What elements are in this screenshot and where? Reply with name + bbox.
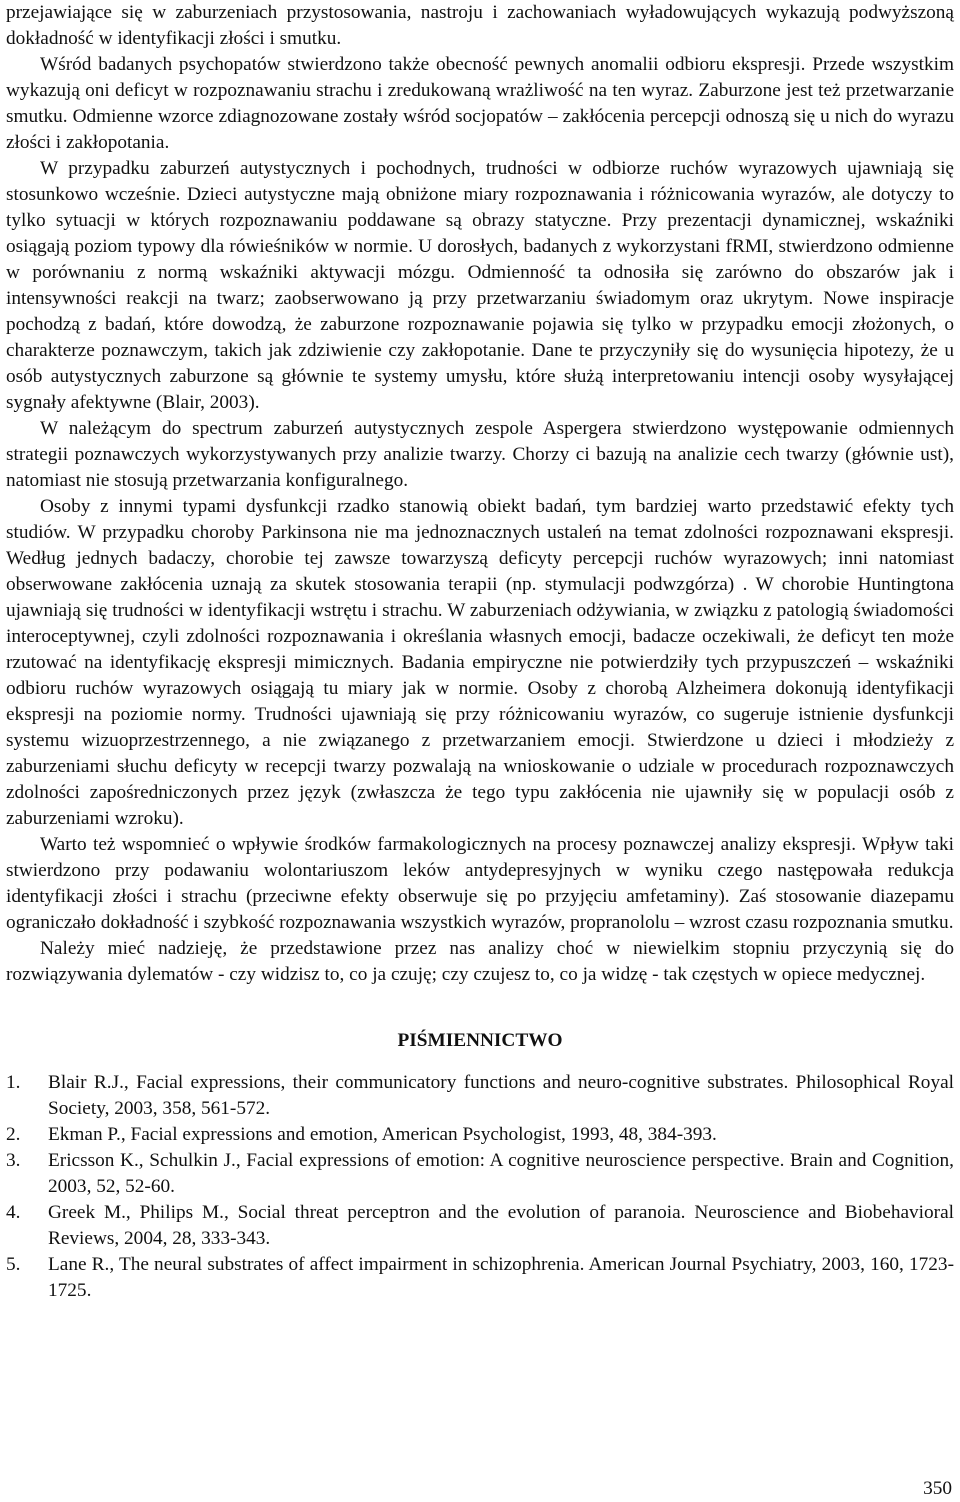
body-paragraph: przejawiające się w zaburzeniach przystosowania, nastroju i zachowaniach wyładowujących wykazują podwyższoną dokładność w identyfikacji złości i smutku. [6,2,954,49]
reference-number: 1. [6,1072,21,1093]
body-paragraph: Wśród badanych psychopatów stwierdzono także obecność pewnych anomalii odbioru ekspresji. Przede wszystkim wykazują oni deficyt w rozpoznawaniu strachu i zredukowaną wrażliwość na ten wyraz. Zaburzone jest też przetwarzanie smutku. Odmienne wzorce zdiagnozowane zostały wśród socjopatów – zakłócenia percepcji odnoszą się u nich do wyrazu złości i zakłopotania. [6,54,954,153]
document-page [6,0,954,1304]
reference-item [6,1252,954,1304]
body-paragraph: W przypadku zaburzeń autystycznych i pochodnych, trudności w odbiorze ruchów wyrazowych ujawniają się stosunkowo wcześnie. Dzieci autystyczne mają obniżone miary rozpoznawania i różnicowania wyrazów, ale dotyczy to tylko sytuacji w których rozpoznawaniu poddawane są obrazy statyczne. Przy prezentacji dynamicznej, wskaźniki osiągają poziom typowy dla rówieśników w normie. U dorosłych, badanych z wykorzystani fRMI, stwierdzono odmienne w porównaniu z normą wskaźniki aktywacji mózgu. Odmienność ta odnosiła się zarówno do obszarów jak i intensywności reakcji na twarz; zaobserwowano ją przy przetwarzaniu świadomym oraz ukrytym. Nowe inspiracje pochodzą z badań, które dowodzą, że zaburzone rozpoznawanie pojawia się tylko w przypadku emocji złożonych, o charakterze poznawczym, takich jak zdziwienie czy zakłopotanie. Dane te przyczyniły się do wysunięcia hipotezy, że u osób autystycznych zaburzone są głównie te systemy umysłu, które służą interpretowaniu intencji osoby wysyłającej sygnały afektywne (Blair, 2003). [6,158,954,413]
references-heading: PIŚMIENNICTWO [397,1030,563,1051]
reference-item [6,1122,954,1148]
reference-text: Ekman P., Facial expressions and emotion, American Psychologist, 1993, 48, 384-393. [48,1124,717,1145]
reference-item [6,1200,954,1252]
reference-item [6,1070,954,1122]
reference-text: Greek M., Philips M., Social threat perceptron and the evolution of paranoia. Neuroscience and Biobehavioral Reviews, 2004, 28, 333-343. [48,1202,954,1249]
reference-item [6,1148,954,1200]
references-list [6,1070,954,1304]
reference-number: 3. [6,1150,21,1171]
body-paragraph: Osoby z innymi typami dysfunkcji rzadko stanowią obiekt badań, tym bardziej warto przedstawić efekty tych studiów. W przypadku choroby Parkinsona nie ma jednoznacznych ustaleń na temat zdolności rozpoznawani ekspresji. Według jednych badaczy, chorobie tej zawsze towarzyszą deficyty percepcji ruchów wyrazowych; inni natomiast obserwowane zakłócenia uznają za skutek stosowania terapii (np. stymulacji podwzgórza) . W chorobie Huntingtona ujawniają się trudności w identyfikacji wstrętu i strachu. W zaburzeniach odżywiania, w związku z patologią świadomości interoceptywnej, czyli zdolności rozpoznawania i określania własnych emocji, badacze oczekiwali, że deficyt ten może rzutować na identyfikację ekspresji mimicznych. Badania empiryczne nie potwierdziły tych przypuszczeń – wskaźniki odbioru ruchów wyrazowych osiągają tu miary jak w normie. Osoby z chorobą Alzheimera dokonują identyfikacji ekspresji na poziomie normy. Trudności ujawniają się przy różnicowaniu wyrazów, co sugeruje istnienie dysfunkcji systemu wizuoprzestrzennego, a nie związanego z przetwarzaniem emocji. Stwierdzone u dzieci i młodzieży z zaburzeniami słuchu deficyty w recepcji twarzy pozwalają na wnioskowanie o udziale w procedurach rozpoznawczych zdolności zapośredniczonych przez język (zwłaszcza że tego typu zakłócenia nie ujawniły się w populacji osób z zaburzeniami wzroku). [6,496,954,829]
page-number: 350 [923,1478,952,1499]
body-paragraph: W należącym do spectrum zaburzeń autystycznych zespole Aspergera stwierdzono występowanie odmiennych strategii poznawczych wykorzystywanych przy analizie twarzy. Chorzy ci bazują na analizie cech twarzy (głównie ust), natomiast nie stosują przetwarzania konfiguralnego. [6,418,954,491]
reference-text: Lane R., The neural substrates of affect impairment in schizophrenia. American Journal Psychiatry, 2003, 160, 1723-1725. [48,1254,954,1301]
reference-text: Ericsson K., Schulkin J., Facial expressions of emotion: A cognitive neuroscience perspective. Brain and Cognition, 2003, 52, 52-60. [48,1150,954,1197]
reference-number: 2. [6,1124,21,1145]
reference-number: 4. [6,1202,21,1223]
reference-text: Blair R.J., Facial expressions, their communicatory functions and neuro-cognitive substrates. Philosophical Royal Society, 2003, 358, 561-572. [48,1072,954,1119]
body-paragraph: Należy mieć nadzieję, że przedstawione przez nas analizy choć w niewielkim stopniu przyczynią się do rozwiązywania dylematów - czy widzisz to, co ja czuję; czy czujesz to, co ja widzę - tak częstych w opiece medycznej. [6,938,954,985]
reference-number: 5. [6,1254,21,1275]
body-paragraph: Warto też wspomnieć o wpływie środków farmakologicznych na procesy poznawczej analizy ekspresji. Wpływ taki stwierdzono przy podawaniu wolontariuszom leków antydepresyjnych w wyniku czego następowała redukcja identyfikacji złości i strachu (przeciwne efekty obserwuje się po przyjęciu amfetaminy). Zaś stosowanie diazepamu ograniczało dokładność i szybkość rozpoznawania wszystkich wyrazów, propranololu – wzrost czasu rozpoznania smutku. [6,834,954,933]
